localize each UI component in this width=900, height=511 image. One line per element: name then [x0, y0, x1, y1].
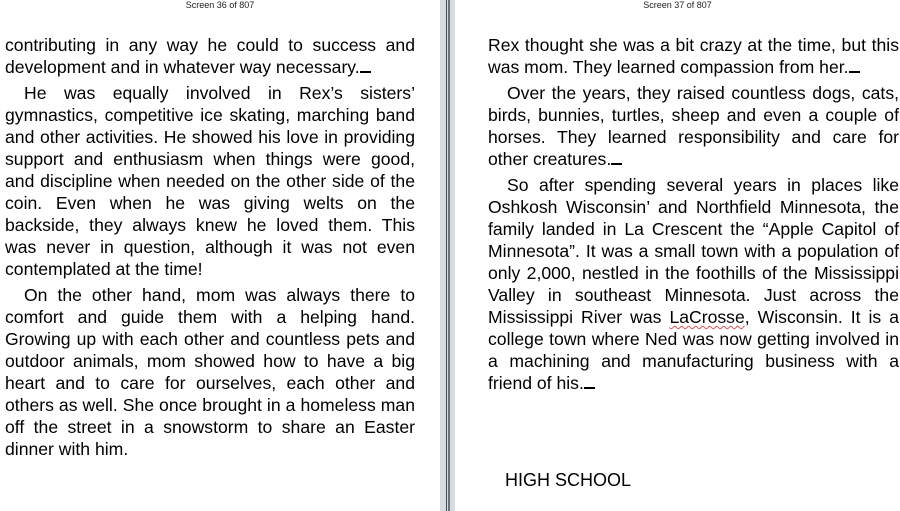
page-divider — [440, 0, 455, 511]
section-heading: HIGH SCHOOL — [505, 470, 632, 490]
text-cursor-mark — [584, 375, 595, 389]
paragraph-text: Rex thought she was a bit crazy at the time, but this was mom. They learned compassion from her. — [488, 35, 899, 77]
paragraph-text: On the other hand, mom was always there to comfort and guide them with a helping hand. Growing up with each other and countless pets and outdoor animals, mom showed how to have a big heart and to care for ourselves, each other and others as well. She once brought in a homeless man off the street in a snowstorm to share an Easter dinner with him. — [5, 285, 415, 459]
right-page — [455, 0, 900, 511]
right-page-text — [488, 34, 899, 398]
paragraph-text: So after spending several years in places like Oshkosh Wisconsin’ and Northfield Minnesota, the family landed in La Crescent the “Apple Capitol of Minnesota”. It was a small town with a population of only 2,000, nestled in the foothills of the Mississippi Valley in southeast Minnesota. Just across the Mississippi River was — [488, 175, 899, 327]
page-header-right: Screen 37 of 807 — [643, 0, 712, 10]
paragraph-text: He was equally involved in Rex’s sisters’ gymnastics, competitive ice skating, marching band and other activities. He showed his love in providing support and enthusiasm when things were good, and discipline when needed on the other side of the coin. Even when he was giving welts on the backside, they always knew he loved them. This was never in question, although it was not even contemplated at the time! — [5, 83, 415, 279]
text-cursor-mark — [611, 151, 622, 165]
left-page — [0, 0, 440, 511]
text-cursor-mark — [360, 59, 371, 73]
paragraph — [5, 82, 415, 280]
misspelled-word: LaCrosse — [669, 307, 745, 327]
paragraph — [488, 34, 899, 78]
paragraph — [488, 82, 899, 170]
divider-line — [446, 0, 447, 511]
divider-line — [448, 0, 450, 511]
page-header-left: Screen 36 of 807 — [185, 0, 255, 10]
paragraph-text: Over the years, they raised countless dogs, cats, birds, bunnies, turtles, sheep and even a couple of horses. They learned responsibility and care for other creatures. — [488, 83, 899, 169]
paragraph-text: contributing in any way he could to success and development and in whatever way necessary. — [5, 35, 415, 77]
paragraph — [488, 174, 899, 394]
text-cursor-mark — [849, 59, 860, 73]
left-page-text — [5, 34, 415, 464]
paragraph-text: , Wisconsin. It is a college town where Ned was now getting involved in a machining and manufacturing business with a friend of his. — [488, 307, 900, 393]
paragraph — [5, 284, 415, 460]
paragraph — [5, 34, 415, 78]
